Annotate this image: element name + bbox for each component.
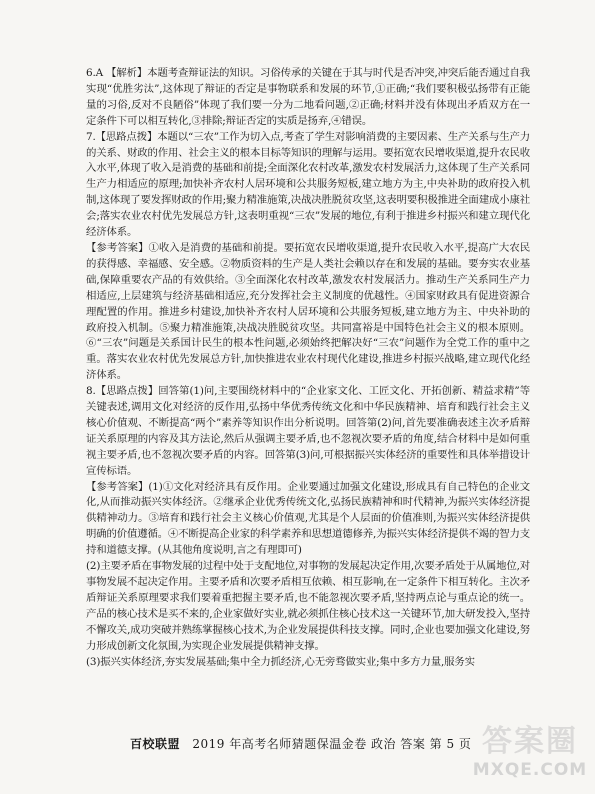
watermark-top: 答案圈 — [482, 724, 578, 759]
q7-reference-answer: 【参考答案】①收入是消费的基础和前提。要拓宽农民增收渠道,提升农民收入水平,提高广大农民的获得感、幸福感、安全感。②物质资料的生产是人类社会赖以存在和发展的基础。要夯实农业基础,保障重要农产品的有效供给。③全面深化农村改革,激发农村发展活力。推动生产关系同生产力相适应,上层建筑与经济基础相适应,充分发挥社会主义制度的优越性。④国家财政具有促进资源合理配置的作用。推进乡村建设,加快补齐农村人居环境和公共服务短板,建立地方为主、中央补助的政府投入机制。⑤聚力精准施策,决战决胜脱贫攻坚。共同富裕是中国特色社会主义的根本原则。⑥“三农”问题是关系国计民生的根本性问题,必须始终把解决好“三农”问题作为全党工作的重中之重。落实农业农村优先发展总方针,加快推进农业农村现代化建设,推进乡村振兴战略,建立现代化经济体系。 — [86, 241, 530, 382]
answer-page — [86, 66, 530, 670]
footer-text: 2019 年高考名师猜题保温金卷 政治 答案 第 5 页 — [192, 737, 472, 751]
watermark-bottom: MXQE.COM — [472, 760, 588, 780]
q6-answer: 6.A 【解析】本题考查辩证法的知识。习俗传承的关键在于其与时代是否冲突,冲突后能否通过自我实现“优胜劣汰”,这体现了辩证的否定是事物联系和发展的环节,①正确;“我们要积极弘扬带有正能量的习俗,反对不良陋俗”体现了我们要一分为二地看问题,②正确;材料并没有体现出矛盾双方在一定条件下可以相互转化,③排除;辩证否定的实质是扬弃,④错误。 — [86, 67, 530, 127]
q7-hint: 7.【思路点拨】本题以“三农”工作为切入点,考查了学生对影响消费的主要因素、生产关系与生产力的关系、财政的作用、社会主义的根本目标等知识的理解与运用。要拓宽农民增收渠道,提升农民收入水平,体现了收入是消费的基础和前提;全面深化农村改革,激发农村发展活力,这体现了生产关系同生产力相适应的原理;加快补齐农村人居环境和公共服务短板,建立地方为主,中央补助的政府投入机制,这体现了要发挥财政的作用;聚力精准施策,决战决胜脱贫攻坚,这表明要积极推进全面建成小康社会;落实农业农村优先发展总方针,这表明重视“三农”发展的地位,有利于推进乡村振兴和建立现代化经济体系。 — [86, 130, 530, 239]
q8-reference-answer-part2: (2)主要矛盾在事物发展的过程中处于支配地位,对事物的发展起决定作用,次要矛盾处于从属地位,对事物发展不起决定作用。主要矛盾和次要矛盾相互依赖、相互影响,在一定条件下相互转化。主次矛盾辩证关系原理要求我们要着重把握主要矛盾,也不能忽视次要矛盾,坚持两点论与重点论的统一。产品的核心技术是买不来的,企业家做好实业,就必须抓住核心技术这一关键环节,加大研发投入,坚持不懈攻关,成功突破并熟练掌握核心技术,为企业发展提供科技支撑。同时,企业也要加强文化建设,努力形成创新文化氛围,为实现企业发展提供精神支撑。 — [86, 560, 530, 652]
brand-logo: 百校联盟 — [130, 737, 181, 751]
q8-hint: 8.【思路点拨】回答第(1)问,主要围绕材料中的“企业家文化、工匠文化、开拓创新、精益求精”等关键表述,调用文化对经济的反作用,弘扬中华优秀传统文化和中华民族精神、培育和践行社会主义核心价值观、不断提高“两个”素养等知识作出分析说明。回答第(2)问,首先要准确表述主次矛盾辩证关系原理的内容及其方法论,然后从强调主要矛盾,也不忽视次要矛盾的角度,结合材料中是如何重视主要矛盾,也不忽视次要矛盾的内容。回答第(3)问,可根据振兴实体经济的重要性和具体举措设计宣传标语。 — [86, 385, 530, 477]
q8-reference-answer-part1: 【参考答案】(1)①文化对经济具有反作用。企业要通过加强文化建设,形成具有自己特色的企业文化,从而推动振兴实体经济。②继承企业优秀传统文化,弘扬民族精神和时代精神,为振兴实体经济提供精神动力。③培育和践行社会主义核心价值观,尤其是个人层面的价值准则,为振兴实体经济提供明确的价值遵循。④不断提高企业家的科学素养和思想道德修养,为振兴实体经济提供不竭的智力支持和道德支撑。(从其他角度说明,言之有理即可) — [86, 480, 530, 557]
watermark-logo — [471, 724, 589, 788]
q8-reference-answer-part3: (3)振兴实体经济,夯实发展基础;集中全力抓经济,心无旁骛做实业;集中多方力量,服务实 — [86, 655, 475, 668]
page-footer — [130, 735, 471, 752]
